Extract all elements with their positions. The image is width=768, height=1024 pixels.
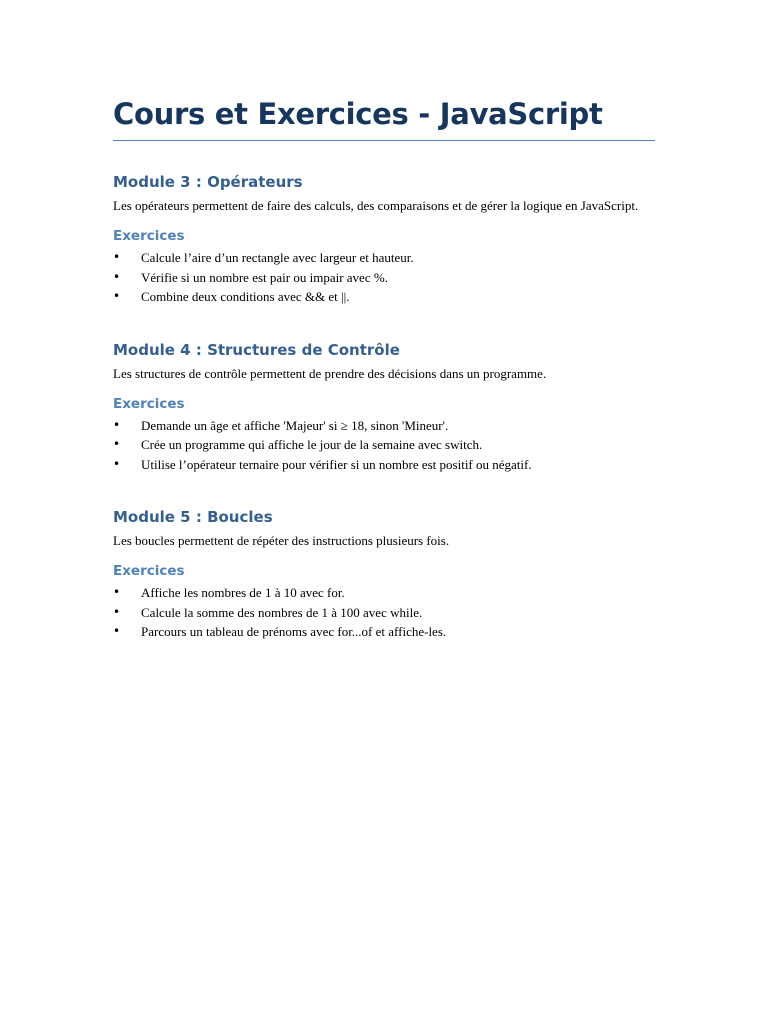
document-page bbox=[113, 94, 655, 642]
module-operateurs bbox=[113, 171, 655, 307]
bullet-icon: • bbox=[113, 250, 121, 264]
list-item bbox=[113, 435, 655, 455]
exercises-heading: Exercices bbox=[113, 563, 185, 579]
exercises-heading: Exercices bbox=[113, 228, 185, 244]
module-heading: Module 4 : Structures de Contrôle bbox=[113, 340, 400, 359]
exercise-text: Parcours un tableau de prénoms avec for...of et affiche-les. bbox=[141, 624, 447, 639]
module-description: Les structures de contrôle permettent de prendre des décisions dans un programme. bbox=[113, 365, 547, 381]
list-item bbox=[113, 603, 655, 623]
exercise-list bbox=[113, 248, 655, 307]
exercise-text: Vérifie si un nombre est pair ou impair avec %. bbox=[141, 269, 388, 285]
list-item bbox=[113, 287, 655, 307]
exercise-list bbox=[113, 583, 655, 642]
module-boucles bbox=[113, 506, 655, 642]
module-heading: Module 5 : Boucles bbox=[113, 508, 273, 526]
exercise-text: Demande un âge et affiche 'Majeur' si ≥ 18, sinon 'Mineur'. bbox=[141, 417, 449, 433]
exercise-text: Calcule l’aire d’un rectangle avec largeur et hauteur. bbox=[141, 250, 414, 265]
document-title: Cours et Exercices - JavaScript bbox=[113, 94, 655, 141]
bullet-icon: • bbox=[113, 269, 121, 284]
list-item bbox=[113, 583, 655, 603]
list-item bbox=[113, 455, 655, 475]
list-item bbox=[113, 268, 655, 288]
bullet-icon: • bbox=[113, 437, 121, 451]
module-heading: Module 3 : Opérateurs bbox=[113, 173, 303, 191]
module-structures-de-controle bbox=[113, 339, 655, 475]
bullet-icon: • bbox=[113, 456, 121, 471]
exercise-list bbox=[113, 416, 655, 475]
bullet-icon: • bbox=[113, 624, 121, 638]
list-item bbox=[113, 248, 655, 268]
exercise-text: Combine deux conditions avec && et ||. bbox=[141, 289, 350, 304]
bullet-icon: • bbox=[113, 289, 121, 303]
bullet-icon: • bbox=[113, 604, 121, 619]
exercises-heading: Exercices bbox=[113, 395, 185, 412]
list-item bbox=[113, 416, 655, 436]
exercise-text: Utilise l’opérateur ternaire pour vérifier si un nombre est positif ou négatif. bbox=[141, 456, 532, 472]
module-description: Les boucles permettent de répéter des instructions plusieurs fois. bbox=[113, 533, 450, 548]
exercise-text: Calcule la somme des nombres de 1 à 100 avec while. bbox=[141, 604, 423, 620]
bullet-icon: • bbox=[113, 585, 121, 599]
bullet-icon: • bbox=[113, 417, 121, 432]
list-item bbox=[113, 622, 655, 642]
exercise-text: Affiche les nombres de 1 à 10 avec for. bbox=[141, 585, 345, 600]
module-description: Les opérateurs permettent de faire des calculs, des comparaisons et de gérer la logique en JavaScript. bbox=[113, 198, 639, 213]
exercise-text: Crée un programme qui affiche le jour de la semaine avec switch. bbox=[141, 437, 483, 452]
